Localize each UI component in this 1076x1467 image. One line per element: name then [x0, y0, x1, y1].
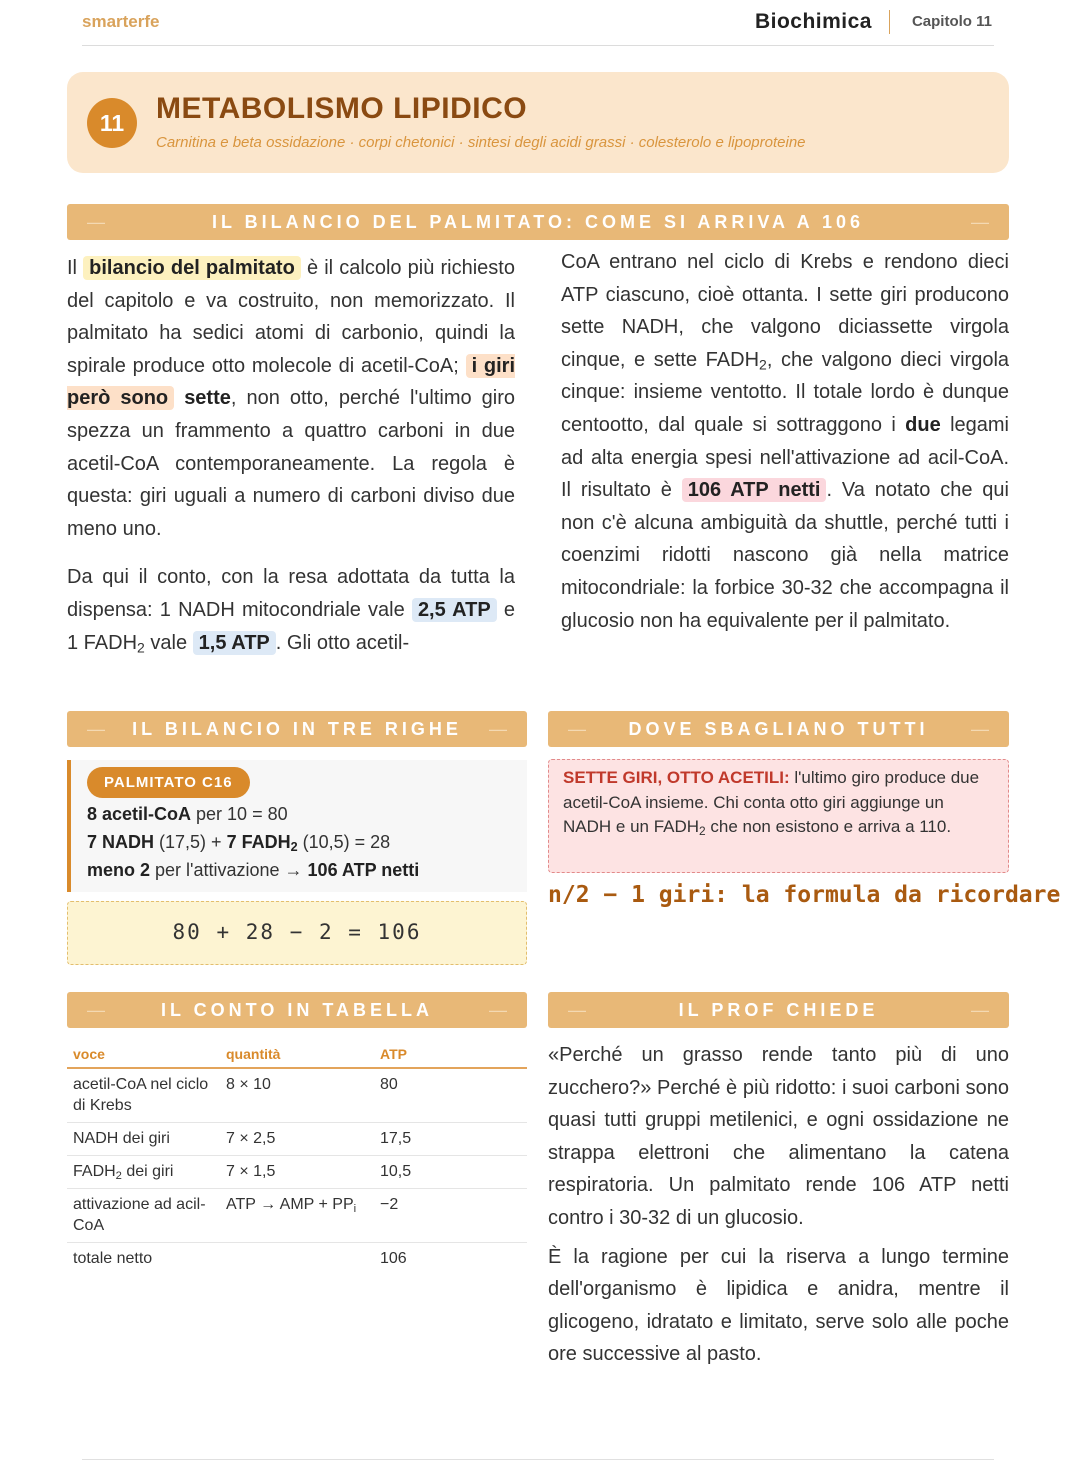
section-title-tre-righe: IL BILANCIO IN TRE RIGHE: [132, 719, 462, 739]
summary-pill: PALMITATO C16: [87, 767, 250, 798]
text-column-right: [561, 246, 1009, 653]
highlight-fadh-resa: 1,5 ATP: [193, 631, 276, 655]
section-title-sbagliano: DOVE SBAGLIANO TUTTI: [628, 719, 929, 739]
text-run: e 1 FADH: [67, 598, 516, 654]
cell-voce: [67, 1156, 220, 1189]
text-run: (10,5) = 28: [297, 832, 391, 852]
highlight-giri: i giri però sono: [67, 354, 515, 410]
cell-quantita: 7 × 1,5: [220, 1156, 374, 1189]
text-run: l'ultimo giro produce due acetil-CoA insieme. Chi conta otto giri aggiunge un NADH e un FADH: [563, 768, 980, 836]
section-title-tabella: IL CONTO IN TABELLA: [161, 1000, 433, 1020]
section-title-bilancio: IL BILANCIO DEL PALMITATO: COME SI ARRIVA A 106: [211, 212, 865, 232]
highlight-bilancio: bilancio del palmitato: [83, 256, 301, 280]
section-title-prof: IL PROF CHIEDE: [678, 1000, 879, 1020]
text-run: , che valgono dieci virgola cinque: insieme ventotto. Il totale lordo è dunque centootto, dal quale si sottraggono i: [561, 348, 1010, 436]
subscript: 2: [699, 823, 706, 838]
bold-run: 106 ATP netti: [307, 860, 420, 880]
page-header: [82, 0, 994, 46]
subscript: 2: [137, 639, 145, 656]
bar-dash-left: —: [87, 1000, 105, 1020]
footer-divider: [82, 1459, 994, 1460]
bar-dash-right: —: [971, 1000, 989, 1020]
cell-voce: attivazione ad acil-CoA: [67, 1189, 220, 1243]
subject-title: Biochimica: [754, 10, 872, 33]
text-run: . Gli otto acetil-: [275, 631, 410, 654]
column-header-quantita: quantità: [220, 1042, 374, 1068]
summary-line-2: [87, 832, 390, 853]
highlight-nadh-resa: 2,5 ATP: [412, 598, 497, 622]
section-bar-prof: [548, 992, 1009, 1028]
chapter-title: METABOLISMO LIPIDICO: [156, 92, 528, 125]
subscript: 2: [115, 1169, 122, 1182]
text-run: vale: [144, 631, 193, 654]
cell-atp: 17,5: [374, 1123, 527, 1156]
cell-quantita: 7 × 2,5: [220, 1123, 374, 1156]
cell-voce: totale netto: [73, 1250, 153, 1267]
summary-line-3: [87, 860, 419, 881]
summary-box: [67, 760, 527, 892]
text-run: è il calcolo più richiesto del capitolo e va costruito, non memorizzato. Il palmitato ha sedici atomi di carbonio, quindi la spirale produce otto molecole di acetil-CoA;: [67, 257, 515, 377]
text-run: per 10 = 80: [191, 804, 288, 824]
header-divider: [889, 10, 890, 34]
formula-box: 80 + 28 − 2 = 106: [67, 901, 527, 965]
chapter-hero: [67, 72, 1009, 173]
atp-table: [67, 1042, 527, 1275]
cell-atp: 10,5: [374, 1156, 527, 1189]
highlight-risultato: 106 ATP netti: [682, 478, 827, 502]
text-run: CoA entrano nel ciclo di Krebs e rendono dieci ATP ciascuno, cioè ottanta. I sette giri producono sette NADH, che valgono diciassette virgola cinque, e sette FADH: [561, 251, 1009, 371]
bar-dash-right: —: [971, 212, 989, 232]
text-run: . Va notato che qui non c'è alcuna ambiguità da shuttle, perché tutti i coenzimi ridotti nascono già nella matrice mitocondriale: la forbice 30-32 che accompagna il glucosio non ha equivalente per il palmitato.: [561, 479, 1009, 632]
text-run: FADH: [73, 1163, 116, 1180]
subscript: 2: [290, 840, 298, 855]
paragraph-bilancio: [67, 252, 515, 545]
summary-line-1: [87, 804, 288, 825]
bold-run: due: [905, 413, 941, 436]
cell-voce: acetil-CoA nel ciclo di Krebs: [67, 1068, 220, 1123]
chapter-label: Capitolo 11: [911, 13, 992, 30]
cell-atp: 106: [380, 1250, 407, 1267]
text-column-prof: [548, 1039, 1009, 1387]
column-header-atp: ATP: [374, 1042, 527, 1068]
bar-dash-left: —: [87, 212, 105, 232]
bar-dash-left: —: [87, 719, 105, 739]
cell-atp: 80: [374, 1068, 527, 1123]
bold-run: 8 acetil-CoA: [87, 804, 192, 824]
bold-run: 7 NADH: [87, 832, 155, 852]
cell-quantita: [220, 1243, 374, 1276]
section-bar-sbagliano: [548, 711, 1009, 747]
cell-voce: NADH dei giri: [67, 1123, 220, 1156]
text-run: (17,5) +: [154, 832, 227, 852]
text-run: per l'attivazione →: [150, 860, 308, 880]
table-row: [67, 1243, 527, 1276]
text-run: ATP → AMP + PP: [226, 1196, 354, 1213]
paragraph-prof-2: È la ragione per cui la riserva a lungo termine dell'organismo è lipidica e anidra, mentre il glicogeno, idratato e limitato, serve solo alle poche ore successive al pasto.: [548, 1245, 1009, 1366]
table-row: [67, 1189, 527, 1243]
paragraph-krebs: [561, 246, 1009, 637]
subscript: i: [353, 1202, 357, 1215]
cell-quantita: [220, 1189, 374, 1243]
table-header-row: [67, 1042, 527, 1068]
chapter-number-badge: 11: [87, 98, 137, 148]
paragraph-prof-1: «Perché un grasso rende tanto più di uno zucchero?» Perché è più ridotto: i suoi carboni sono quasi tutti gruppi metilenici, e ogni ossidazione ne strappa elettroni che alimentano la catena respiratoria. Un palmitato rende 106 ATP netti contro i 30-32 di un glucosio.: [548, 1044, 1009, 1229]
table-row: [67, 1156, 527, 1189]
bar-dash-right: —: [489, 1000, 507, 1020]
table-row: [67, 1123, 527, 1156]
bar-dash-left: —: [568, 1000, 586, 1020]
warning-title: SETTE GIRI, OTTO ACETILI:: [563, 768, 790, 787]
section-bar-tabella: [67, 992, 527, 1028]
chapter-subtitle: Carnitina e beta ossidazione · corpi chetonici · sintesi degli acidi grassi · colesterolo e lipoproteine: [156, 134, 806, 151]
bar-dash-right: —: [489, 719, 507, 739]
bold-run: 7 FADH: [226, 832, 291, 852]
bar-dash-left: —: [568, 719, 586, 739]
bold-run: sette: [174, 387, 231, 410]
table-row: [67, 1068, 527, 1123]
bold-run: meno 2: [87, 860, 151, 880]
text-run: Da qui il conto, con la resa adottata da tutta la dispensa: 1 NADH mitocondriale vale: [67, 566, 515, 621]
bar-dash-right: —: [971, 719, 989, 739]
handwritten-note: n/2 − 1 giri: la formula da ricordare: [548, 882, 1061, 908]
warning-box: [548, 759, 1009, 873]
text-run: , non otto, perché l'ultimo giro spezza un frammento a quattro carboni in due acetil-CoA contemporaneamente. La regola è questa: giri uguali a numero di carboni diviso due meno uno.: [67, 387, 516, 540]
text-run: che non esistono e arriva a 110.: [705, 817, 952, 836]
cell-quantita: 8 × 10: [220, 1068, 374, 1123]
brand-name: smarterfe: [82, 12, 160, 31]
section-bar-bilancio: [67, 204, 1009, 240]
text-run: Il: [67, 257, 84, 279]
column-header-voce: voce: [67, 1042, 220, 1068]
section-bar-tre-righe: [67, 711, 527, 747]
subscript: 2: [759, 356, 767, 373]
cell-atp: −2: [374, 1189, 527, 1243]
paragraph-conto: [67, 561, 515, 659]
text-run: legami ad alta energia spesi nell'attivazione ad acil-CoA. Il risultato è: [561, 413, 1009, 502]
text-run: dei giri: [121, 1163, 174, 1180]
text-column-left: [67, 252, 515, 675]
